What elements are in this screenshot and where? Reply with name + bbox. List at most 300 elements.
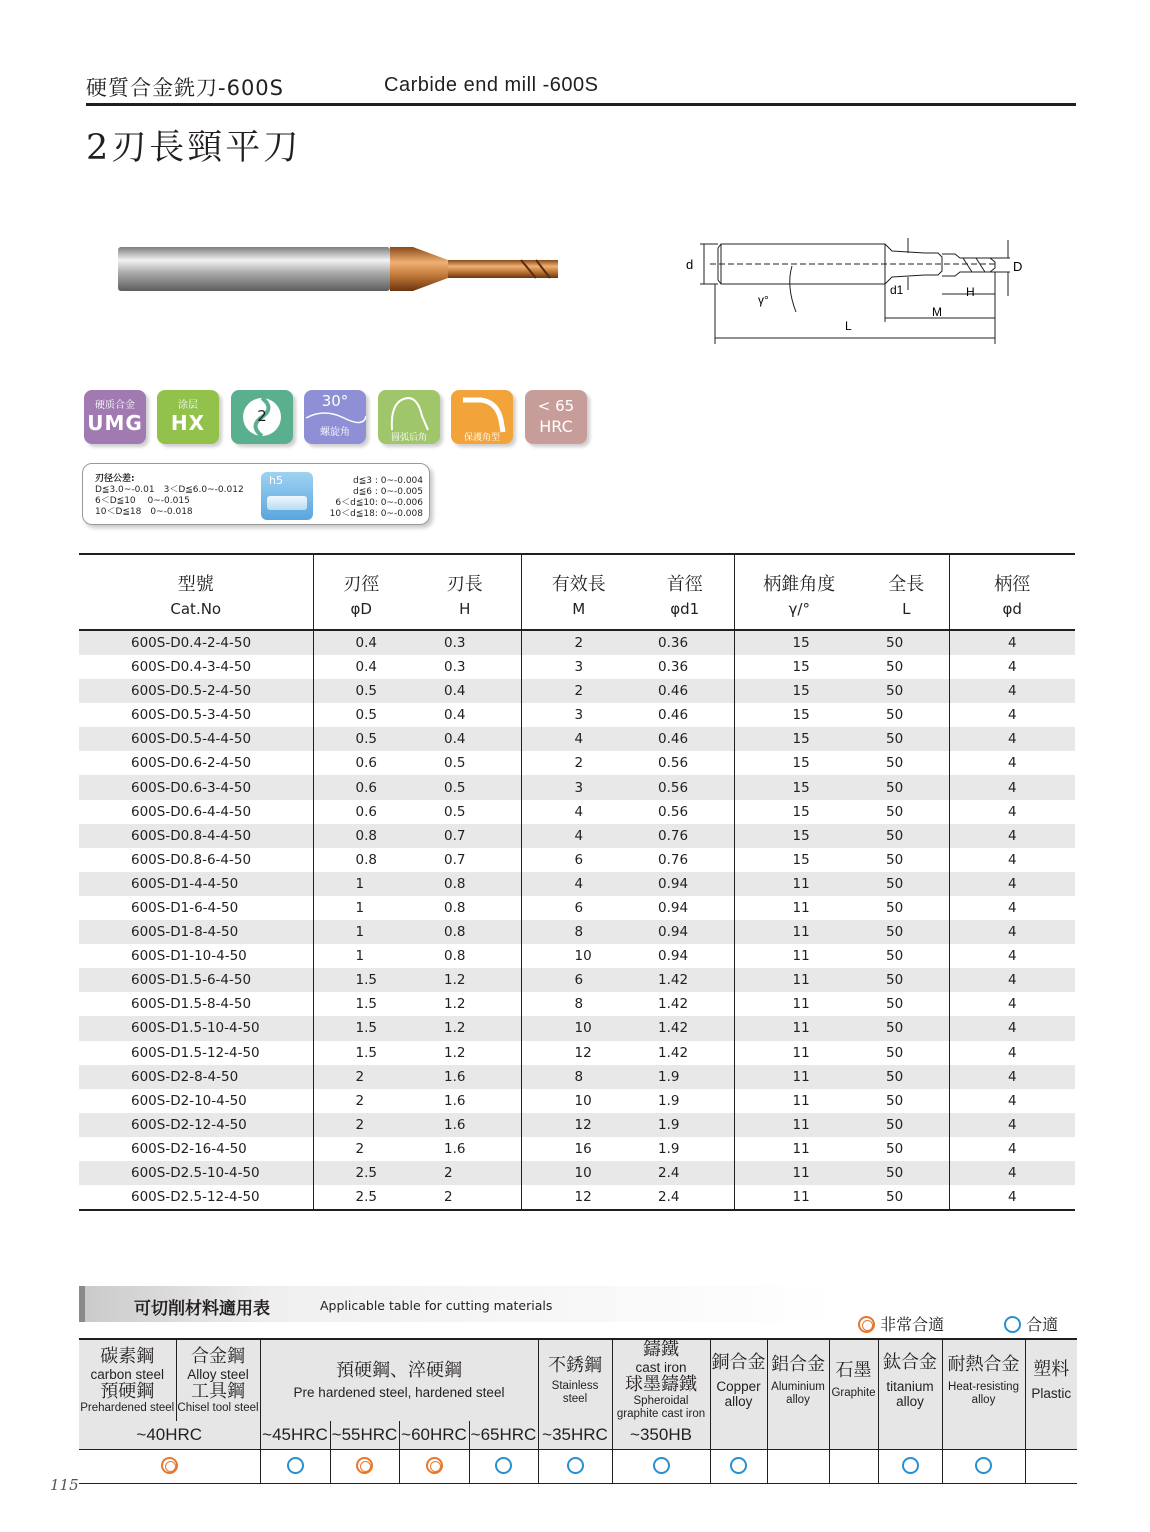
material-copper [710,1339,767,1421]
dim-label-M: M [932,305,942,319]
hardness-40hrc: ~40HRC [79,1421,260,1449]
cell-neck-diameter: 1.9 [658,1092,680,1109]
cell-cat-no: 600S-D1.5-6-4-50 [79,968,313,992]
material-cn: 不銹鋼 [548,1354,602,1376]
cell-shank-diameter: 4 [949,1161,1075,1185]
cell-neck-diameter: 1.9 [636,1065,734,1089]
table-row [79,1113,1075,1137]
cell-effective-length: 12 [521,1113,636,1137]
cell-effective-length: 6 [521,896,636,920]
cell-blade-diameter: 2 [313,1113,409,1137]
cell-effective-length: 4 [521,824,636,848]
cell-blade-length: 0.4 [444,707,466,724]
table-row [79,824,1075,848]
cell-shank-diameter: 4 [949,992,1075,1016]
cell-blade-length: 1.2 [444,996,466,1013]
cell-shank-diameter: 4 [949,1089,1075,1113]
dim-label-L: L [845,319,852,333]
cell-blade-length: 0.3 [444,659,466,676]
cell-shank-diameter: 4 [949,1065,1075,1089]
circle-icon [287,1457,304,1474]
cell-overall-length: 50 [864,872,949,896]
material-cn: 鑄鐵 [643,1339,679,1360]
material-en: Chisel tool steel [177,1401,259,1414]
material-cn: 銅合金 [711,1351,766,1373]
cell-neck-diameter: 0.46 [658,707,689,724]
badge-value: 2 [257,407,267,425]
cell-cat-no: 600S-D0.8-6-4-50 [131,851,252,868]
cell-shank-diameter: 4 [949,1137,1075,1161]
badge-carbide-umg [84,390,146,444]
cell-blade-diameter: 0.5 [313,703,409,727]
badge-relief-angle [378,390,440,444]
cell-effective-length: 4 [521,727,636,751]
cell-cat-no: 600S-D0.6-2-4-50 [131,755,252,772]
table-row [79,1185,1075,1210]
cell-taper-angle: 15 [734,655,864,679]
material-hardened-steel [260,1339,538,1421]
end-mill-image [118,244,563,294]
cell-neck-diameter: 0.94 [658,899,689,916]
circle-icon [567,1457,584,1474]
legend-very-suitable [858,1312,944,1335]
cell-neck-diameter: 0.94 [658,948,689,965]
cell-cat-no: 600S-D1.5-10-4-50 [79,1016,313,1040]
cell-shank-diameter: 4 [949,1185,1075,1210]
cell-shank-diameter: 4 [949,630,1075,655]
cell-blade-length: 0.4 [409,679,521,703]
rating-cell [612,1449,710,1483]
cell-overall-length: 50 [886,948,904,965]
cell-taper-angle: 11 [734,896,864,920]
cell-neck-diameter: 1.42 [658,996,689,1013]
cell-blade-length: 0.5 [409,775,521,799]
double-circle-icon [426,1457,443,1474]
cell-cat-no: 600S-D2-8-4-50 [79,1065,313,1089]
cell-blade-diameter: 2 [313,1065,409,1089]
material-cn: 球墨鑄鐵 [625,1374,697,1395]
cell-neck-diameter: 0.46 [636,727,734,751]
header-d-en: φd [949,600,1075,630]
cell-blade-diameter: 0.8 [313,848,409,872]
double-circle-icon [356,1457,373,1474]
badge-protective-profile [451,390,513,444]
rating-cell [538,1449,612,1483]
product-subtitle: 2刃長頸平刀 [86,128,302,168]
cell-overall-length: 50 [886,803,904,820]
cell-overall-length: 50 [864,727,949,751]
cell-effective-length: 12 [521,1041,636,1065]
badge-value: 30° [321,392,349,410]
cell-blade-diameter: 2 [313,1137,409,1161]
cell-blade-diameter: 2.5 [313,1185,409,1210]
cell-effective-length: 8 [521,920,636,944]
cell-neck-diameter: 0.94 [636,872,734,896]
cell-cat-no: 600S-D2.5-10-4-50 [79,1161,313,1185]
cell-blade-diameter: 1 [313,920,409,944]
material-en: Graphite [831,1387,876,1399]
cell-blade-length: 1.2 [409,968,521,992]
tolerance-title: 刃径公差: [95,474,135,484]
cell-overall-length: 50 [886,1092,904,1109]
table-row [79,1161,1075,1185]
cell-blade-diameter: 0.6 [313,800,409,824]
cell-neck-diameter: 0.36 [658,659,689,676]
header-L-en: L [864,600,949,630]
header-cat-en: Cat.No [79,600,313,630]
material-en: Alloy steel [187,1366,249,1382]
dim-label-D: D [1013,259,1023,274]
table-row [79,703,1075,727]
cell-cat-no: 600S-D2-16-4-50 [131,1140,247,1157]
material-plastic [1025,1339,1077,1421]
circle-icon [730,1457,747,1474]
cell-cat-no: 600S-D0.8-4-4-50 [79,824,313,848]
cell-blade-diameter: 2 [313,1089,409,1113]
circle-icon [495,1457,512,1474]
materials-title-cn: 可切削材料適用表 [134,1299,270,1319]
cell-effective-length: 6 [521,968,636,992]
cell-cat-no: 600S-D0.4-3-4-50 [131,659,252,676]
cell-cat-no: 600S-D0.5-4-4-50 [79,727,313,751]
rating-cell [767,1449,829,1483]
header-d1-en: φd1 [636,600,734,630]
cell-effective-length: 10 [521,1089,636,1113]
cell-effective-length: 10 [521,1161,636,1185]
badge-label: 硬质合金 [95,400,135,411]
cell-shank-diameter: 4 [949,848,1075,872]
material-en: carbon steel [90,1366,165,1382]
cell-cat-no: 600S-D0.6-4-4-50 [131,803,252,820]
header-gamma-cn: 柄錐角度 [734,554,864,600]
material-carbon-steel [79,1339,176,1421]
material-cn: 預硬鋼 [100,1380,155,1402]
cell-neck-diameter: 1.42 [658,1044,689,1061]
cell-taper-angle: 15 [734,775,864,799]
cell-overall-length: 50 [864,679,949,703]
page-header [86,70,1076,106]
badge-helix-angle [304,390,366,444]
cell-blade-diameter: 0.5 [313,679,409,703]
cell-overall-length: 50 [886,659,904,676]
cell-shank-diameter: 4 [949,968,1075,992]
cell-effective-length: 8 [521,1065,636,1089]
material-cn: 耐熱合金 [947,1353,1020,1375]
rating-cell [79,1449,260,1483]
cell-blade-length: 0.4 [409,727,521,751]
dim-label-d: d [686,257,694,272]
cell-taper-angle: 11 [734,1161,864,1185]
cell-neck-diameter: 1.42 [636,1016,734,1040]
cell-neck-diameter: 0.56 [658,755,689,772]
circle-icon [975,1457,992,1474]
cell-blade-diameter: 0.4 [313,655,409,679]
cell-overall-length: 50 [886,899,904,916]
cell-taper-angle: 15 [734,703,864,727]
cell-blade-length: 0.5 [444,755,466,772]
cell-effective-length: 2 [521,630,636,655]
cell-cat-no: 600S-D2-12-4-50 [79,1113,313,1137]
cell-taper-angle: 15 [734,824,864,848]
cell-taper-angle: 15 [734,727,864,751]
table-row [79,944,1075,968]
cell-overall-length: 50 [864,1016,949,1040]
cell-effective-length: 6 [521,848,636,872]
table-row [79,1041,1075,1065]
cell-blade-diameter: 0.4 [313,630,409,655]
tolerance-line: d≦3 : 0~-0.004 [352,476,423,486]
table-row [79,775,1075,799]
cell-overall-length: 50 [864,1113,949,1137]
cell-shank-diameter: 4 [949,920,1075,944]
cell-blade-length: 2 [409,1185,521,1210]
cell-neck-diameter: 0.56 [658,803,689,820]
cell-blade-diameter: 1 [313,872,409,896]
cell-neck-diameter: 0.56 [636,775,734,799]
table-row [79,896,1075,920]
material-en: Spheroidal graphite cast iron [616,1395,706,1420]
materials-table [79,1338,1077,1484]
header-H-cn: 刃長 [446,573,483,595]
badge-label: 圆弧后角 [390,433,427,443]
material-en: Copper alloy [716,1378,761,1409]
material-cn: 碳素鋼 [100,1345,155,1367]
circle-icon [653,1457,670,1474]
cell-overall-length: 50 [864,824,949,848]
cell-cat-no: 600S-D1.5-12-4-50 [131,1044,260,1061]
badge-hardness [525,390,587,444]
cell-effective-length: 16 [521,1137,636,1161]
dimension-diagram [680,226,1030,351]
cell-overall-length: 50 [864,920,949,944]
cell-blade-length: 0.8 [409,920,521,944]
cell-neck-diameter: 0.36 [636,630,734,655]
material-titanium [878,1339,942,1421]
cell-overall-length: 50 [864,775,949,799]
material-en: Pre hardened steel, hardened steel [293,1385,505,1400]
cell-effective-length: 2 [521,751,636,775]
legend-label: 合適 [1026,1315,1059,1334]
badge-label: 涂层 [178,400,198,411]
cell-overall-length: 50 [886,1140,904,1157]
table-row [79,992,1075,1016]
badge-label: HRC [539,417,573,436]
title-en: Carbide end mill -600S [384,74,599,96]
cell-cat-no: 600S-D1-10-4-50 [131,948,247,965]
shank-shape [267,496,307,510]
legend-label: 非常合適 [880,1315,945,1334]
cell-taper-angle: 11 [734,1041,864,1065]
material-en: Stainless steel [551,1379,599,1405]
cell-taper-angle: 11 [734,968,864,992]
cell-effective-length: 2 [521,679,636,703]
cell-taper-angle: 11 [734,1089,864,1113]
badge-value: UMG [87,411,143,435]
cell-neck-diameter: 1.9 [636,1113,734,1137]
header-L-cn: 全長 [888,573,925,595]
table-row [79,1089,1075,1113]
cell-effective-length: 8 [521,992,636,1016]
cell-blade-diameter: 0.5 [313,727,409,751]
cell-shank-diameter: 4 [949,896,1075,920]
cell-overall-length: 50 [864,968,949,992]
header-cat-cn: 型號 [177,573,214,595]
cell-cat-no: 600S-D1-8-4-50 [79,920,313,944]
material-cn: 預硬鋼、淬硬鋼 [336,1360,462,1381]
rating-cell [942,1449,1025,1483]
tolerance-line: d≦6 : 0~-0.005 [352,487,423,497]
cell-cat-no: 600S-D2-10-4-50 [131,1092,247,1109]
cell-blade-length: 0.5 [444,803,466,820]
cell-blade-length: 0.8 [444,899,466,916]
cell-neck-diameter: 2.4 [636,1185,734,1210]
cell-effective-length: 10 [521,944,636,968]
cell-effective-length: 3 [521,655,636,679]
cell-effective-length: 3 [521,775,636,799]
ratings-row [79,1449,1077,1483]
table-row [79,679,1075,703]
cell-effective-length: 4 [521,800,636,824]
cell-overall-length: 50 [864,1161,949,1185]
double-circle-icon [858,1316,875,1333]
badge-flutes [231,390,293,444]
badge-coating-hx [157,390,219,444]
cell-blade-length: 1.6 [444,1140,466,1157]
tolerance-line: 6＜d≦10: 0~-0.006 [335,498,423,508]
material-cn: 鈦合金 [883,1351,937,1373]
shank-diameter-tolerance [323,476,423,520]
material-en: Plastic [1031,1386,1072,1401]
spec-table-body [79,630,1075,1210]
cell-overall-length: 50 [886,707,904,724]
cell-effective-length: 12 [521,1185,636,1210]
header-D-cn: 刃徑 [313,554,409,600]
cell-taper-angle: 15 [734,751,864,775]
cell-cat-no: 600S-D1.5-8-4-50 [131,996,252,1013]
cell-blade-length: 0.7 [409,824,521,848]
h5-label: h5 [269,474,283,487]
table-row [79,968,1075,992]
spec-table [79,553,1075,1211]
cell-taper-angle: 11 [734,1016,864,1040]
tolerance-box [82,463,430,525]
cell-neck-diameter: 0.76 [658,851,689,868]
cell-shank-diameter: 4 [949,703,1075,727]
hardness-65hrc: ~65HRC [469,1421,538,1449]
cell-blade-diameter: 1.5 [313,1041,409,1065]
table-row [79,1065,1075,1089]
material-stainless [538,1339,612,1421]
dim-label-H: H [966,285,975,299]
cell-overall-length: 50 [886,851,904,868]
tolerance-line: 10＜D≦18 0~-0.018 [95,507,193,517]
cell-taper-angle: 15 [734,848,864,872]
cell-shank-diameter: 4 [949,824,1075,848]
tolerance-line: 6＜D≦10 0~-0.015 [95,496,190,506]
material-cn: 塑料 [1033,1359,1070,1380]
rating-cell [330,1449,399,1483]
cell-taper-angle: 11 [734,872,864,896]
cell-blade-length: 0.3 [409,630,521,655]
cell-overall-length: 50 [886,755,904,772]
header-d1-cn: 首徑 [666,573,703,595]
cell-overall-length: 50 [864,1185,949,1210]
header-d-cn: 柄徑 [949,554,1075,600]
header-gamma-en: γ/° [734,600,864,630]
cell-taper-angle: 11 [734,1185,864,1210]
table-row [79,872,1075,896]
cell-effective-length: 3 [521,703,636,727]
material-en: Aluminium alloy [771,1380,825,1406]
cell-blade-length: 0.8 [409,872,521,896]
material-aluminium [767,1339,829,1421]
material-cn: 合金鋼 [191,1345,245,1367]
dim-label-d1: d1 [890,283,904,297]
rating-cell [710,1449,767,1483]
material-alloy-steel [176,1339,260,1421]
material-cn: 石墨 [835,1360,872,1381]
materials-title-en: Applicable table for cutting materials [320,1298,553,1313]
cell-cat-no: 600S-D0.5-3-4-50 [131,707,252,724]
cell-shank-diameter: 4 [949,944,1075,968]
material-heat-resisting [942,1339,1025,1421]
cell-taper-angle: 11 [734,944,864,968]
table-row [79,1016,1075,1040]
legend-suitable [1004,1312,1058,1335]
cell-taper-angle: 15 [734,800,864,824]
circle-icon [1004,1316,1021,1333]
cell-neck-diameter: 1.42 [636,968,734,992]
hardness-350hb: ~350HB [612,1421,710,1449]
cell-neck-diameter: 0.94 [636,920,734,944]
material-en: Heat-resisting alloy [948,1380,1019,1406]
cell-overall-length: 50 [886,996,904,1013]
tolerance-line: 10＜d≦18: 0~-0.008 [329,509,423,519]
cell-neck-diameter: 1.9 [658,1140,680,1157]
blade-diameter-tolerance [95,474,244,518]
rating-cell [399,1449,469,1483]
cell-cat-no: 600S-D1-4-4-50 [79,872,313,896]
table-row [79,655,1075,679]
cell-cat-no: 600S-D2.5-12-4-50 [79,1185,313,1210]
material-cn: 鋁合金 [771,1353,825,1375]
cell-shank-diameter: 4 [949,1041,1075,1065]
cell-taper-angle: 11 [734,1113,864,1137]
double-circle-icon [161,1457,178,1474]
badge-label: 螺旋角 [320,427,350,438]
page-number: 115 [50,1476,79,1494]
rating-cell [260,1449,330,1483]
cell-cat-no: 600S-D0.5-2-4-50 [79,679,313,703]
cell-blade-length: 0.7 [444,851,466,868]
tolerance-line: D≦3.0~-0.01 3＜D≦6.0~-0.012 [95,485,244,495]
cell-overall-length: 50 [886,1044,904,1061]
header-D-en: φD [313,600,409,630]
dim-label-gamma: γ° [758,293,769,307]
hardness-35hrc: ~35HRC [538,1421,612,1449]
cell-shank-diameter: 4 [949,800,1075,824]
cell-blade-diameter: 0.6 [313,775,409,799]
cell-blade-length: 1.6 [444,1092,466,1109]
rating-cell [1025,1449,1077,1483]
cell-shank-diameter: 4 [949,727,1075,751]
cell-blade-diameter: 1.5 [313,1016,409,1040]
title-cn: 硬質合金銑刀-600S [86,76,284,100]
rating-cell [469,1449,538,1483]
cell-shank-diameter: 4 [949,751,1075,775]
cell-blade-diameter: 1.5 [313,968,409,992]
cell-taper-angle: 11 [734,992,864,1016]
